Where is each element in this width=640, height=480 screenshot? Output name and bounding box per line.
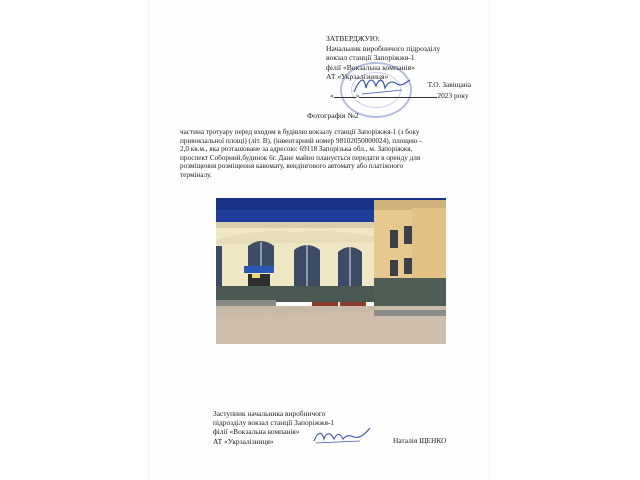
footer-name: Наталія ЩЕНКО — [393, 436, 447, 445]
footer-line3: філії «Вокзальна компанія» — [213, 427, 300, 437]
description-line: проспект Соборний,будинок 6г. Дане майно планується передати в оренду для — [180, 153, 421, 162]
footer-line4: АТ «Укрзалізниця» — [213, 436, 274, 446]
footer-line1: Заступник начальника виробничого — [213, 409, 326, 418]
description-line: привокзальної площі) (літ. В), (інвентарний номер 98102050000024), площею – — [180, 136, 423, 145]
approval-heading: ЗАТВЕРДЖУЮ: — [326, 34, 380, 43]
description-line: 2,0 кв.м., яка розташоване за адресою: 69118 Запорізька обл., м. Запоріжжя, — [180, 145, 413, 154]
footer-line2: підрозділу вокзал станції Запоріжжя-1 — [213, 418, 335, 428]
description-paragraph — [180, 128, 466, 180]
date-open-quote: « — [330, 91, 334, 100]
date-month-blank — [359, 97, 437, 98]
station-building-photo — [216, 198, 446, 344]
date-year: 2023 року — [437, 91, 469, 100]
date-day-blank — [334, 97, 356, 98]
approval-date-row — [330, 91, 469, 100]
approval-position-line1: Начальник виробничого підрозділу — [326, 43, 441, 53]
approval-position-line3: філії «Вокзальна компанія» — [326, 62, 415, 72]
footer-signature — [312, 425, 378, 447]
photo-title: Фотографія №2 — [307, 111, 359, 120]
date-close-quote: » — [355, 91, 360, 100]
approval-position-line4: АТ «Укрзалізниця» — [326, 72, 389, 82]
description-line: терміналу. — [180, 170, 212, 179]
approval-position-line2: вокзал станції Запоріжжя-1 — [326, 53, 415, 63]
description-line: частина тротуару перед входом в будівлю вокзалу станції Запоріжжя-1 (з боку — [180, 128, 420, 136]
description-line: розміщення розміщення кавомату, вендінгового автомату або платіжного — [180, 162, 404, 171]
approval-signatory: Т.О. Завіщана — [427, 80, 471, 89]
